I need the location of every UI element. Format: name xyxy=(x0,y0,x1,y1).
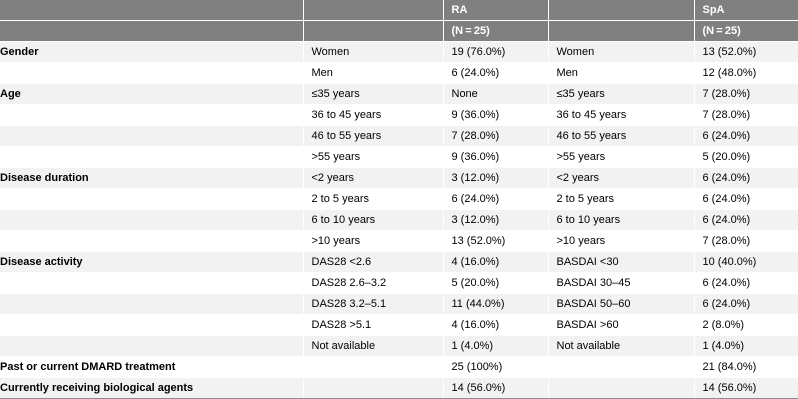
variable-label: Disease duration xyxy=(0,168,303,189)
ra-value: 19 (76.0%) xyxy=(443,42,548,63)
ra-value: 13 (52.0%) xyxy=(443,231,548,252)
spa-category: Women xyxy=(548,42,694,63)
spa-category: Not available xyxy=(548,336,694,357)
variable-label xyxy=(0,315,303,336)
ra-value: 4 (16.0%) xyxy=(443,315,548,336)
variable-label xyxy=(0,105,303,126)
spa-category: BASDAI 30–45 xyxy=(548,273,694,294)
variable-label xyxy=(0,189,303,210)
ra-category: >10 years xyxy=(303,231,443,252)
ra-value: 14 (56.0%) xyxy=(443,378,548,399)
variable-label xyxy=(0,231,303,252)
ra-category: 6 to 10 years xyxy=(303,210,443,231)
spa-value: 12 (48.0%) xyxy=(694,63,798,84)
ra-category: Women xyxy=(303,42,443,63)
spa-value: 6 (24.0%) xyxy=(694,273,798,294)
table-row xyxy=(0,189,798,210)
header-n-spa: (N = 25) xyxy=(694,21,798,42)
ra-value: 25 (100%) xyxy=(443,357,548,378)
ra-value: 9 (36.0%) xyxy=(443,147,548,168)
header-n-ra: (N = 25) xyxy=(443,21,548,42)
variable-label xyxy=(0,336,303,357)
spa-category: BASDAI <30 xyxy=(548,252,694,273)
spa-category: 6 to 10 years xyxy=(548,210,694,231)
ra-value: 11 (44.0%) xyxy=(443,294,548,315)
ra-category: Not available xyxy=(303,336,443,357)
spa-value: 2 (8.0%) xyxy=(694,315,798,336)
variable-label xyxy=(0,294,303,315)
variable-label: Past or current DMARD treatment xyxy=(0,357,303,378)
table-row xyxy=(0,63,798,84)
spa-category: >55 years xyxy=(548,147,694,168)
spa-category: 46 to 55 years xyxy=(548,126,694,147)
ra-category: Men xyxy=(303,63,443,84)
spa-value: 6 (24.0%) xyxy=(694,210,798,231)
header-blank-cell xyxy=(548,0,694,21)
ra-value: 3 (12.0%) xyxy=(443,210,548,231)
ra-category: 36 to 45 years xyxy=(303,105,443,126)
table-row xyxy=(0,168,798,189)
spa-value: 13 (52.0%) xyxy=(694,42,798,63)
ra-category: 46 to 55 years xyxy=(303,126,443,147)
ra-value: None xyxy=(443,84,548,105)
table-row xyxy=(0,210,798,231)
table-row xyxy=(0,378,798,399)
spa-value: 10 (40.0%) xyxy=(694,252,798,273)
group-header-row xyxy=(0,0,798,21)
table-row xyxy=(0,315,798,336)
variable-label: Gender xyxy=(0,42,303,63)
spa-value: 7 (28.0%) xyxy=(694,231,798,252)
ra-category xyxy=(303,357,443,378)
ra-value: 5 (20.0%) xyxy=(443,273,548,294)
header-blank-cell xyxy=(548,21,694,42)
variable-label xyxy=(0,147,303,168)
ra-value: 1 (4.0%) xyxy=(443,336,548,357)
ra-value: 6 (24.0%) xyxy=(443,63,548,84)
table-row xyxy=(0,231,798,252)
ra-category: DAS28 3.2–5.1 xyxy=(303,294,443,315)
table-row xyxy=(0,126,798,147)
ra-category xyxy=(303,378,443,399)
ra-category: <2 years xyxy=(303,168,443,189)
ra-category: DAS28 <2.6 xyxy=(303,252,443,273)
variable-label xyxy=(0,63,303,84)
variable-label xyxy=(0,210,303,231)
spa-value: 7 (28.0%) xyxy=(694,105,798,126)
table-body xyxy=(0,42,798,399)
header-group-ra: RA xyxy=(443,0,548,21)
spa-value: 7 (28.0%) xyxy=(694,84,798,105)
ra-category: ≤35 years xyxy=(303,84,443,105)
ra-value: 9 (36.0%) xyxy=(443,105,548,126)
ra-category: 2 to 5 years xyxy=(303,189,443,210)
spa-category: BASDAI 50–60 xyxy=(548,294,694,315)
spa-value: 14 (56.0%) xyxy=(694,378,798,399)
header-blank-cell xyxy=(303,0,443,21)
header-blank-cell xyxy=(0,0,303,21)
ra-value: 6 (24.0%) xyxy=(443,189,548,210)
header-blank-cell xyxy=(303,21,443,42)
n-header-row xyxy=(0,21,798,42)
table-row xyxy=(0,105,798,126)
table-row xyxy=(0,252,798,273)
variable-label: Currently receiving biological agents xyxy=(0,378,303,399)
spa-category xyxy=(548,357,694,378)
spa-category: <2 years xyxy=(548,168,694,189)
header-blank-cell xyxy=(0,21,303,42)
spa-category: ≤35 years xyxy=(548,84,694,105)
spa-category: >10 years xyxy=(548,231,694,252)
spa-value: 6 (24.0%) xyxy=(694,294,798,315)
variable-label xyxy=(0,273,303,294)
spa-category xyxy=(548,378,694,399)
header-group-spa: SpA xyxy=(694,0,798,21)
table-row xyxy=(0,357,798,378)
spa-category: Men xyxy=(548,63,694,84)
table-row xyxy=(0,294,798,315)
spa-category: 2 to 5 years xyxy=(548,189,694,210)
spa-value: 6 (24.0%) xyxy=(694,189,798,210)
spa-value: 1 (4.0%) xyxy=(694,336,798,357)
variable-label: Disease activity xyxy=(0,252,303,273)
variable-label xyxy=(0,126,303,147)
ra-value: 3 (12.0%) xyxy=(443,168,548,189)
table-row xyxy=(0,273,798,294)
ra-value: 7 (28.0%) xyxy=(443,126,548,147)
ra-category: DAS28 >5.1 xyxy=(303,315,443,336)
spa-value: 6 (24.0%) xyxy=(694,126,798,147)
variable-label: Age xyxy=(0,84,303,105)
table-row xyxy=(0,84,798,105)
table-row xyxy=(0,147,798,168)
spa-category: BASDAI >60 xyxy=(548,315,694,336)
table-row xyxy=(0,42,798,63)
spa-category: 36 to 45 years xyxy=(548,105,694,126)
ra-category: >55 years xyxy=(303,147,443,168)
table-row xyxy=(0,336,798,357)
spa-value: 6 (24.0%) xyxy=(694,168,798,189)
ra-value: 4 (16.0%) xyxy=(443,252,548,273)
spa-value: 5 (20.0%) xyxy=(694,147,798,168)
spa-value: 21 (84.0%) xyxy=(694,357,798,378)
ra-category: DAS28 2.6–3.2 xyxy=(303,273,443,294)
